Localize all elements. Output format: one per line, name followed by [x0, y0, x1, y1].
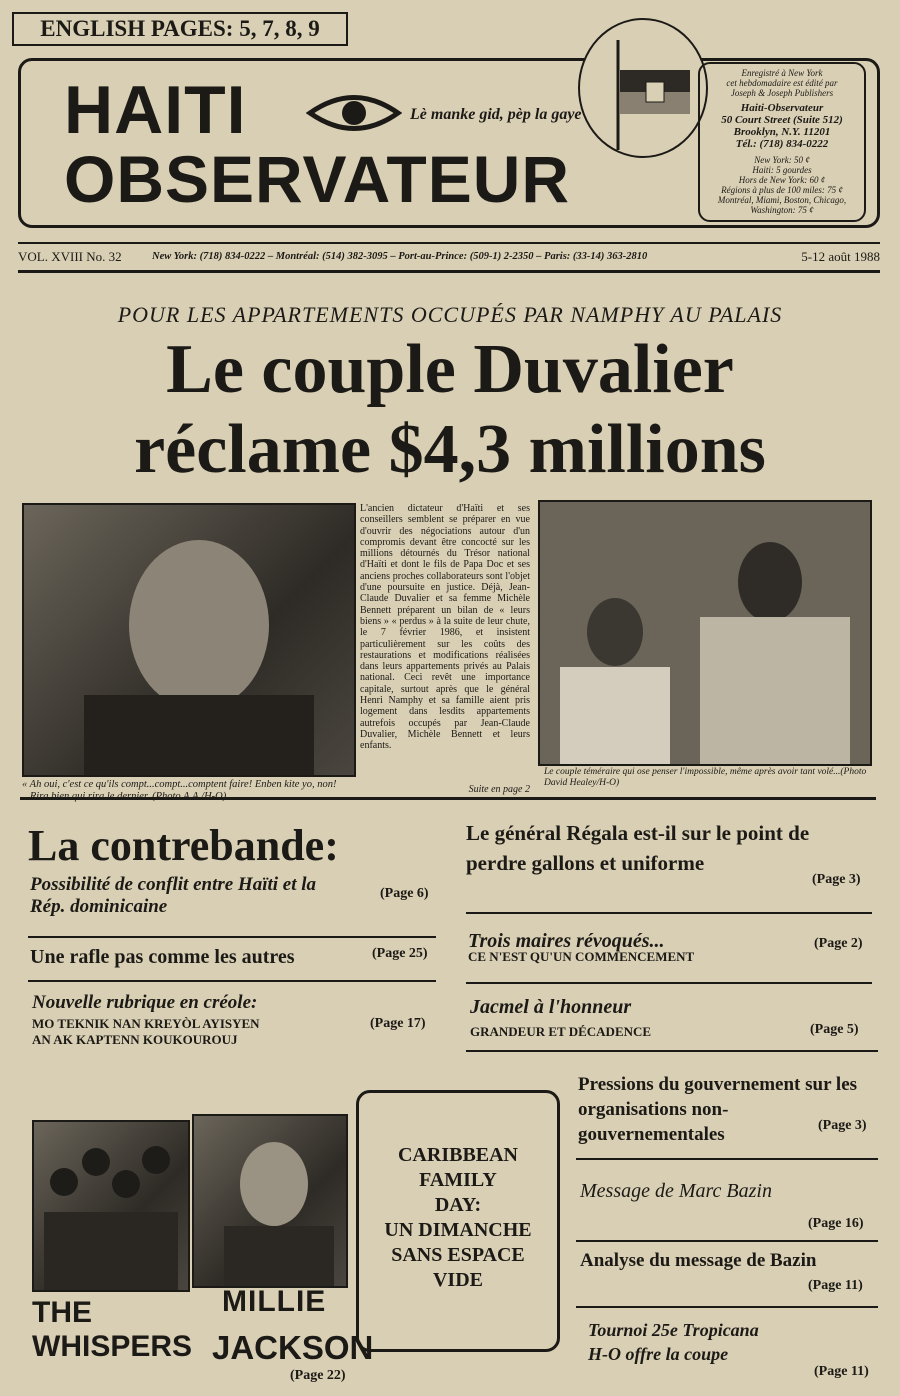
whispers-label: THE WHISPERS — [32, 1296, 193, 1363]
tournoi-title1: Tournoi 25e Tropicana — [588, 1320, 759, 1340]
photo-namphy — [22, 503, 356, 777]
address-line: Brooklyn, N.Y. 11201 — [733, 126, 831, 138]
caption-left: « Ah oui, c'est ce qu'ils compt...compt...comptent faire! Enben kite yo, non! — [22, 779, 337, 790]
caption-right: Le couple téméraire qui ose penser l'impossible, même après avoir tant volé...(Photo David Healey/H-O) — [544, 767, 867, 788]
right-rule — [466, 912, 872, 914]
bottom-right-rule — [576, 1306, 878, 1308]
photo-millie-jackson — [192, 1114, 348, 1288]
lead-kicker: POUR LES APPARTEMENTS OCCUPÉS PAR NAMPHY AU PALAIS — [117, 302, 783, 327]
registration-line: Enregistré à New York — [741, 68, 823, 78]
rubrique-sub1: MO TEKNIK NAN KREYÒL AYISYEN — [32, 1016, 260, 1031]
caribbean-line: SANS ESPACE — [391, 1244, 525, 1266]
price-line: Washington: 75 ¢ — [750, 205, 814, 215]
price-line: New York: 50 ¢ — [754, 155, 810, 165]
price-line: Montréal, Miami, Boston, Chicago, — [717, 195, 847, 205]
infobar-rule-top — [18, 242, 880, 244]
tournoi-title2: H-O offre la coupe — [588, 1344, 729, 1364]
haitian-flag-icon — [580, 20, 706, 156]
infobar-rule-bottom — [18, 270, 880, 273]
rubrique-page: (Page 17) — [370, 1016, 426, 1031]
bottom-right-rule — [576, 1240, 878, 1242]
regala-title: Le général Régala est-il sur le point de perdre gallons et uniforme — [466, 821, 810, 875]
address-line: Haiti-Observateur — [740, 102, 824, 114]
bottom-right-rule — [576, 1158, 878, 1160]
regala-page: (Page 3) — [812, 872, 861, 887]
address-line: Tél.: (718) 834-0222 — [735, 138, 829, 150]
analyse-title: Analyse du message de Bazin — [580, 1250, 817, 1271]
right-rule — [466, 982, 872, 984]
millie-line1: MILLIE — [222, 1285, 327, 1318]
right-rule — [466, 1050, 878, 1052]
lead-headline-line2: réclame $4,3 millions — [134, 411, 766, 488]
pressions-title: Pressions du gouvernement sur les organisations non-gouvernementales — [578, 1074, 858, 1145]
contrebande-title: La contrebande: — [28, 821, 339, 870]
caribbean-line: CARIBBEAN — [397, 1144, 519, 1166]
rubrique-sub2: AN AK KAPTENN KOUKOUROUJ — [32, 1032, 238, 1047]
section-rule — [20, 797, 876, 800]
left-rule — [28, 936, 436, 938]
bazin-title: Message de Marc Bazin — [580, 1180, 772, 1202]
masthead-motto: Lè manke gid, pèp la gaye — [410, 106, 582, 123]
caribbean-line: VIDE — [432, 1269, 483, 1291]
caribbean-line: FAMILY — [419, 1169, 497, 1191]
jacmel-page: (Page 5) — [810, 1022, 859, 1037]
eye-logo-icon — [306, 88, 402, 143]
tournoi-page: (Page 11) — [814, 1364, 869, 1379]
address-line: 50 Court Street (Suite 512) — [721, 114, 843, 126]
caribbean-line: DAY: — [434, 1194, 482, 1216]
rafle-page: (Page 25) — [372, 946, 428, 961]
maires-title: Trois maires révoqués... — [468, 930, 665, 952]
price-line: Régions à plus de 100 miles: 75 ¢ — [721, 185, 843, 195]
volume-number: VOL. XVIII No. 32 — [18, 249, 122, 264]
flag-emblem — [578, 18, 708, 158]
rafle-title: Une rafle pas comme les autres — [30, 946, 295, 968]
masthead-title-haiti: HAITI — [64, 72, 247, 148]
jacmel-title: Jacmel à l'honneur — [470, 996, 632, 1018]
phone-numbers: New York: (718) 834-0222 – Montréal: (514) 382-3095 – Port-au-Prince: (509-1) 2-2350 – Paris: (33-14) 363-2810 — [152, 251, 648, 262]
price-line: Haiti: 5 gourdes — [752, 165, 812, 175]
issue-date: 5-12 août 1988 — [801, 249, 880, 264]
photo-duvalier-couple — [538, 500, 872, 766]
analyse-page: (Page 11) — [808, 1278, 863, 1293]
maires-subtitle: CE N'EST QU'UN COMMENCEMENT — [468, 949, 695, 964]
pressions-page: (Page 3) — [818, 1118, 867, 1133]
registration-line: Joseph & Joseph Publishers — [730, 88, 834, 98]
english-pages-banner: ENGLISH PAGES: 5, 7, 8, 9 — [12, 12, 348, 46]
left-rule — [28, 980, 436, 982]
contrebande-subtitle: Possibilité de conflit entre Haïti et la Rép. dominicaine — [30, 874, 317, 917]
price-line: Hors de New York: 60 ¢ — [738, 175, 826, 185]
lead-headline-line1: Le couple Duvalier — [166, 331, 734, 408]
millie-line2: JACKSON — [212, 1329, 374, 1366]
rubrique-title: Nouvelle rubrique en créole: — [32, 992, 258, 1013]
music-page: (Page 22) — [290, 1368, 346, 1383]
bazin-page: (Page 16) — [808, 1216, 864, 1231]
maires-page: (Page 2) — [814, 936, 863, 951]
lead-continued: Suite en page 2 — [468, 784, 530, 795]
registration-line: cet hebdomadaire est édité par — [726, 78, 838, 88]
caribbean-line: UN DIMANCHE — [384, 1219, 532, 1241]
masthead-info-box — [698, 62, 866, 222]
jacmel-subtitle: GRANDEUR ET DÉCADENCE — [470, 1024, 652, 1039]
photo-whispers — [32, 1120, 190, 1292]
contrebande-page: (Page 6) — [380, 886, 429, 901]
caribbean-family-day-box — [356, 1090, 560, 1352]
masthead-title-observateur: OBSERVATEUR — [64, 142, 571, 216]
lead-body: L'ancien dictateur d'Haïti et ses conseillers semblent se préparer en vue d'ouvrir des négociations autour d'un compromis devant être concocté sur les millions détournés du Trésor national d'Haïti et dont le fils de Papa Doc et ses anciens proches collaborateurs sont l'objet d'une poursuite en justice. Déjà, Jean-Claude Duvalier et sa femme Michèle Bennett préparent un bilan de « leurs biens » « perdus » à la suite de leur chute, le 7 février 1986, et insistent particulièrement sur les coûts des restaurations et modifications réalisées dans leurs appartements privés au Palais national. Ceci revêt une importance capitale, surtout après que le général Henri Namphy et sa famille aient pris logement dans lesdits appartements autrefois occupés par Jean-Claude Duvalier, Michèle Bennett et leurs enfants. — [360, 503, 530, 752]
